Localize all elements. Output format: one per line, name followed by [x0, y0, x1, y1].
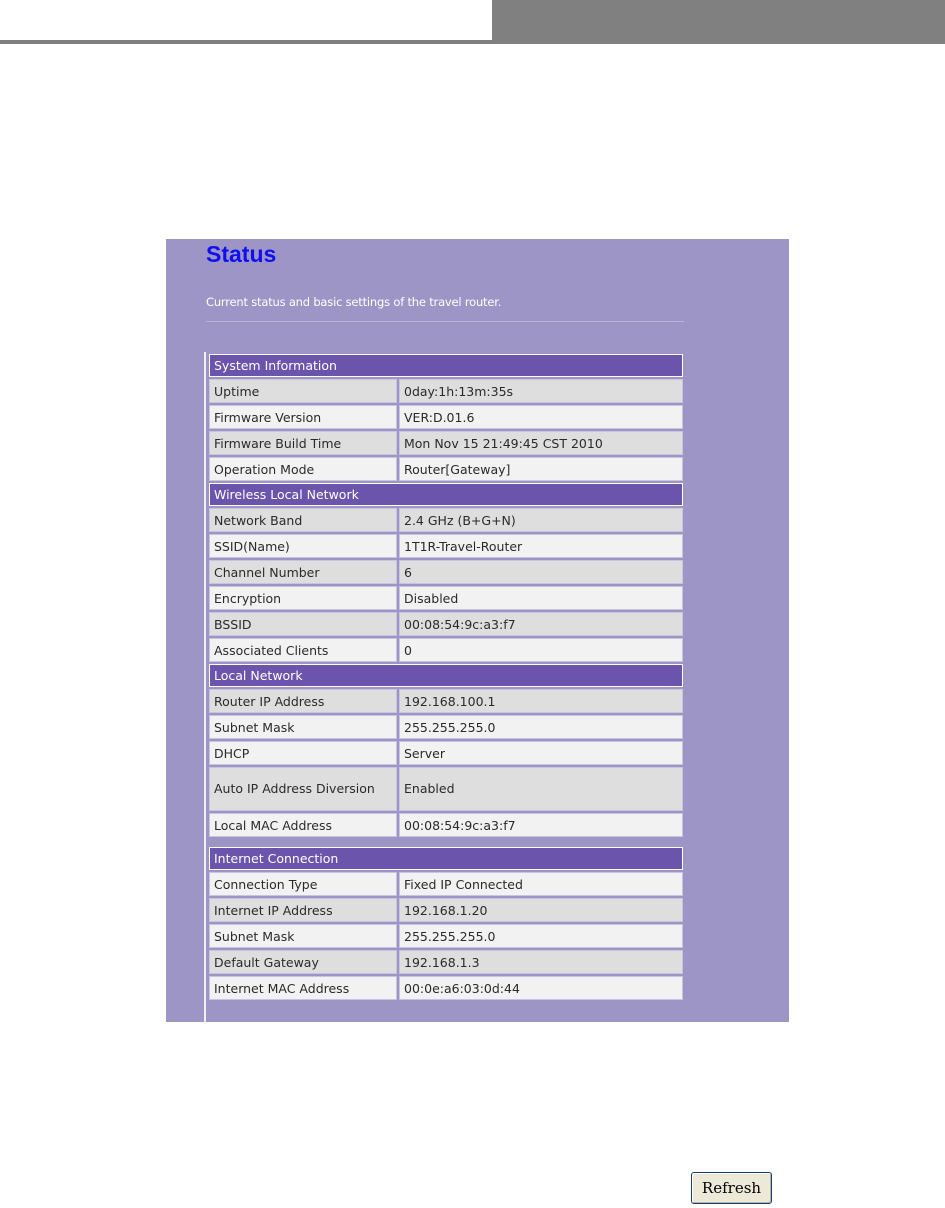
table-row [209, 872, 683, 896]
table-row [209, 508, 683, 532]
section-header-internet-connection [209, 847, 683, 870]
row-value: 255.255.255.0 [399, 924, 683, 948]
row-value: Mon Nov 15 21:49:45 CST 2010 [399, 431, 683, 455]
row-label: Subnet Mask [209, 924, 397, 948]
table-row [209, 586, 683, 610]
row-label: Channel Number [209, 560, 397, 584]
section-title: Internet Connection [209, 847, 683, 870]
row-label: Firmware Version [209, 405, 397, 429]
table-row [209, 560, 683, 584]
table-row [209, 612, 683, 636]
section-title: System Information [209, 354, 683, 377]
page-title: Status [206, 241, 277, 267]
table-row [209, 924, 683, 948]
table-row [209, 898, 683, 922]
row-value: VER:D.01.6 [399, 405, 683, 429]
header-rule [0, 40, 492, 44]
row-label: Firmware Build Time [209, 431, 397, 455]
section-header-wireless-local-network [209, 483, 683, 506]
table-row [209, 638, 683, 662]
section-title: Local Network [209, 664, 683, 687]
row-label: Network Band [209, 508, 397, 532]
status-table-container [204, 352, 686, 1022]
row-value: Server [399, 741, 683, 765]
header-block [492, 0, 945, 44]
table-row [209, 976, 683, 1000]
table-row [209, 457, 683, 481]
section-title: Wireless Local Network [209, 483, 683, 506]
table-row [209, 405, 683, 429]
table-row [209, 715, 683, 739]
row-label: Operation Mode [209, 457, 397, 481]
table-row [209, 534, 683, 558]
row-label: Default Gateway [209, 950, 397, 974]
table-row [209, 431, 683, 455]
row-value: 00:0e:a6:03:0d:44 [399, 976, 683, 1000]
row-value: Enabled [399, 767, 683, 811]
page-description: Current status and basic settings of the travel router. [206, 295, 502, 309]
row-label: SSID(Name) [209, 534, 397, 558]
row-label: Connection Type [209, 872, 397, 896]
row-value: 00:08:54:9c:a3:f7 [399, 813, 683, 837]
row-label: BSSID [209, 612, 397, 636]
status-table [207, 352, 685, 1002]
row-label: Uptime [209, 379, 397, 403]
row-value: Router[Gateway] [399, 457, 683, 481]
table-row [209, 741, 683, 765]
table-row [209, 950, 683, 974]
section-header-system-information [209, 354, 683, 377]
row-label: DHCP [209, 741, 397, 765]
row-label: Router IP Address [209, 689, 397, 713]
status-panel [166, 239, 789, 1022]
row-value: 2.4 GHz (B+G+N) [399, 508, 683, 532]
row-value: 192.168.1.20 [399, 898, 683, 922]
row-label: Local MAC Address [209, 813, 397, 837]
row-value: 6 [399, 560, 683, 584]
row-value: 00:08:54:9c:a3:f7 [399, 612, 683, 636]
row-label: Associated Clients [209, 638, 397, 662]
row-label: Encryption [209, 586, 397, 610]
row-value: 255.255.255.0 [399, 715, 683, 739]
table-row [209, 379, 683, 403]
row-label: Auto IP Address Diversion [209, 767, 397, 811]
row-label: Subnet Mask [209, 715, 397, 739]
section-spacer [209, 839, 683, 845]
row-value: 1T1R-Travel-Router [399, 534, 683, 558]
row-label: Internet MAC Address [209, 976, 397, 1000]
row-value: 0day:1h:13m:35s [399, 379, 683, 403]
row-value: 0 [399, 638, 683, 662]
table-row [209, 813, 683, 837]
table-row [209, 689, 683, 713]
row-label: Internet IP Address [209, 898, 397, 922]
description-divider [206, 321, 684, 322]
refresh-button[interactable]: Refresh [691, 1172, 772, 1204]
table-row [209, 767, 683, 811]
row-value: 192.168.100.1 [399, 689, 683, 713]
row-value: Fixed IP Connected [399, 872, 683, 896]
row-value: 192.168.1.3 [399, 950, 683, 974]
section-header-local-network [209, 664, 683, 687]
row-value: Disabled [399, 586, 683, 610]
